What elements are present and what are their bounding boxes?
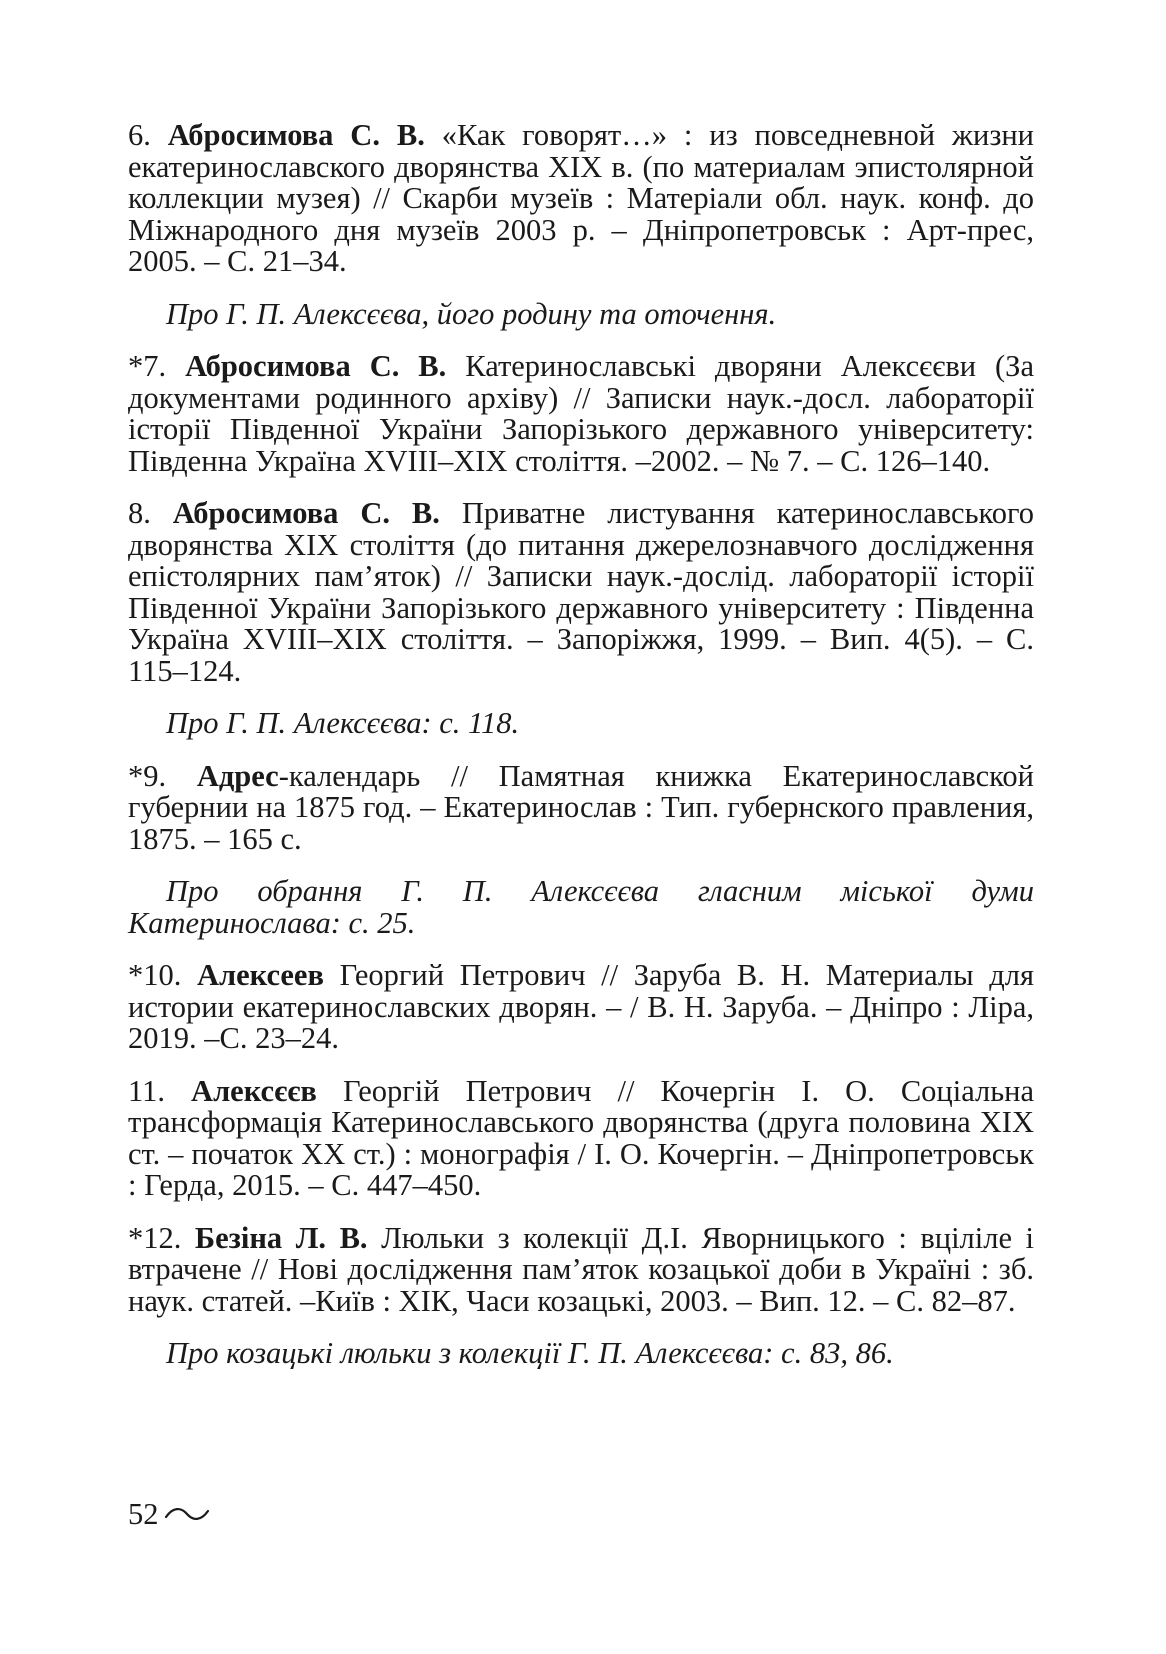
tilde-swash-icon xyxy=(163,1504,211,1524)
entry-author: Алексєєв xyxy=(191,1073,317,1108)
entry-text: Катеринославські дворяни Алексєєви (За документами родинного архіву) // Записки наук.-досл. лабораторії історії Південної України Запорізького державного університету: Південна Україна XVIII–XIX століття. –2002. – № 7. – С. 126–140. xyxy=(128,349,1035,478)
entry-author: Абросимова С. В. xyxy=(167,118,425,152)
entry-number: *7. xyxy=(128,349,167,383)
bib-entry-12 xyxy=(128,1220,1035,1318)
bib-entry-6 xyxy=(128,120,1034,278)
entry-annotation: Про козацькі люльки з колекції Г. П. Алексєєва: с. 83, 86. xyxy=(166,1336,894,1370)
bib-entry-11 xyxy=(128,1073,1034,1202)
entry-number: 11. xyxy=(128,1073,165,1108)
entry-text: Приватне листування катеринославського дворянства XIX століття (до питання джерелознавчого дослідження епістолярних пам’яток) // Записки наук.-дослід. лабораторії історії Південної України Запорізького державного університету : Південна Україна XVIII–XIX століття. – Запоріжжя, 1999. – Вип. 4(5). – С. 115–124. xyxy=(128,496,1035,688)
entry-author: Безіна Л. В. xyxy=(194,1220,368,1255)
entry-author: Абросимова С. В. xyxy=(172,496,440,530)
entry-text: «Как говорят…» : из повседневной жизни екатеринославского дворянства XIX в. (по материалам эпистолярной коллекции музея) // Скарби музеїв : Матеріали обл. наук. конф. до Міжнародного дня музеїв 2003 р. – Дніпропетровськ : Арт-прес, 2005. – С. 21–34. xyxy=(128,118,1035,278)
entry-author: Абросимова С. В. xyxy=(185,349,447,383)
entry-author: Алексеев xyxy=(197,958,324,992)
entry-annotation: Про обрання Г. П. Алексєєва гласним міської думи Катеринослава: с. 25. xyxy=(128,874,1034,940)
entry-number: 6. xyxy=(128,118,151,152)
page-number: 52 xyxy=(128,1497,159,1531)
bib-entry-10 xyxy=(128,960,1034,1055)
entry-number: *9. xyxy=(128,758,167,793)
entry-annotation: Про Г. П. Алексєєва, його родину та оточення. xyxy=(166,296,777,331)
bib-entry-9 xyxy=(128,758,1034,856)
entry-text: Георгий Петрович // Заруба В. Н. Материалы для истории екатеринославских дворян. – / В. Н. Заруба. – Дніпро : Ліра, 2019. –С. 23–24. xyxy=(128,958,1034,1055)
entry-number: 8. xyxy=(128,496,151,530)
entry-number: *10. xyxy=(128,958,182,992)
entry-author: Адрес xyxy=(196,758,279,793)
entry-text: Георгій Петрович // Кочергін І. О. Соціальна трансформація Катеринославського дворянства (друга половина XIX ст. – початок XX ст.) : монографія / І. О. Кочергін. – Дніпропетровськ : Герда, 2015. – С. 447–450. xyxy=(128,1073,1034,1202)
bibliography-page xyxy=(128,120,1034,1391)
page-footer xyxy=(128,1498,211,1530)
entry-text: Люльки з колекції Д.І. Яворницького : вціліле і втрачене // Нові дослідження пам’яток козацької доби в Україні : зб. наук. статей. –Київ : ХІК, Часи козацькі, 2003. – Вип. 12. – С. 82–87. xyxy=(128,1220,1035,1318)
entry-text: -календарь // Памятная книжка Екатеринославской губернии на 1875 год. – Екатеринослав : Тип. губернского правления, 1875. – 165 с. xyxy=(128,758,1034,856)
entry-annotation: Про Г. П. Алексєєва: с. 118. xyxy=(166,706,520,740)
entry-number: *12. xyxy=(128,1220,182,1255)
bib-entry-8 xyxy=(128,498,1034,687)
bib-entry-7 xyxy=(128,351,1034,477)
